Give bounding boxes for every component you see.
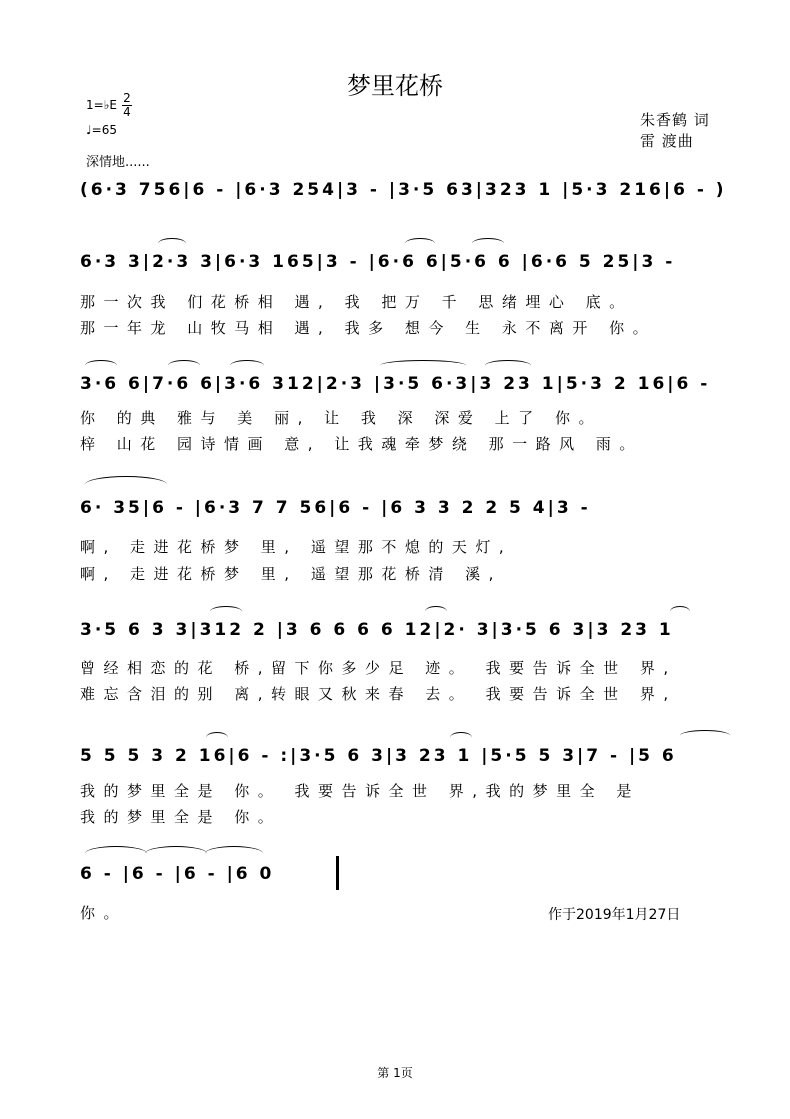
score-line-7 (80, 856, 340, 896)
score-line-5 (80, 612, 744, 652)
slur (230, 360, 264, 371)
key-signature: 1=♭E (86, 98, 117, 112)
notes: 3·6 6|7·6 6|3·6 312|2·3 |3·5 6·3|3 23 1|5·3 2 16|6 - (80, 374, 711, 394)
tempo-marking: ♩=65 (86, 123, 117, 137)
lyric-verse-1: 我的梦里全是 你。 我要告诉全世 界,我的梦里全 是 (80, 782, 640, 800)
slur (680, 730, 730, 741)
score-line-6 (80, 738, 744, 778)
notes: 6 - |6 - |6 - |6 0 (80, 864, 275, 884)
score-line-1 (80, 172, 744, 212)
slur (210, 606, 242, 617)
lyric-verse-2: 啊, 走进花桥梦 里, 遥望那花桥清 溪, (80, 565, 502, 583)
slur (450, 732, 472, 743)
lyric-verse-2: 我的梦里全是 你。 (80, 808, 282, 826)
lyric-verse-1: 你。 (80, 904, 128, 922)
slur (145, 846, 207, 861)
slur (206, 732, 228, 743)
lyric-verse-2: 难忘含泪的别 离,转眼又秋来春 去。 我要告诉全世 界, (80, 685, 677, 703)
notes: 5 5 5 3 2 16|6 - :|3·5 6 3|3 23 1 |5·5 5 3|7 - |5 6 (80, 746, 677, 766)
lyricist: 朱香鹤 词 (640, 111, 710, 129)
composer: 雷 渡曲 (640, 132, 694, 150)
slur (485, 360, 531, 371)
lyric-verse-2: 那一年龙 山牧马相 遇, 我多 想今 生 永不离开 你。 (80, 319, 657, 337)
slur (425, 606, 447, 617)
slur (380, 360, 466, 371)
song-title: 梦里花桥 (347, 72, 443, 100)
slur (85, 846, 147, 861)
slur (405, 238, 435, 249)
slur (158, 238, 186, 249)
lyric-verse-1: 那一次我 们花桥相 遇, 我 把万 千 思绪埋心 底。 (80, 293, 633, 311)
page-number: 第 1页 (377, 1066, 413, 1080)
notes: 6· 35|6 - |6·3 7 7 56|6 - |6 3 3 2 2 5 4|3 - (80, 498, 591, 518)
notes: 3·5 6 3 3|312 2 |3 6 6 6 6 12|2· 3|3·5 6 3|3 23 1 (80, 620, 674, 640)
time-denominator: 4 (123, 105, 131, 119)
lyric-verse-2: 梓 山花 园诗情画 意, 让我魂牵梦绕 那一路风 雨。 (80, 435, 643, 453)
slur (85, 360, 117, 371)
notes: (6·3 756|6 - |6·3 254|3 - |3·5 63|323 1 |5·3 216|6 - ) (80, 180, 727, 200)
notes: 6·3 3|2·3 3|6·3 165|3 - |6·6 6|5·6 6 |6·6 5 25|3 - (80, 252, 676, 272)
time-numerator: 2 (123, 91, 131, 105)
score-line-4 (80, 490, 744, 530)
lyric-verse-1: 啊, 走进花桥梦 里, 遥望那不熄的天灯, (80, 538, 513, 556)
lyric-verse-1: 曾经相恋的花 桥,留下你多少足 迹。 我要告诉全世 界, (80, 659, 677, 677)
composition-date: 作于2019年1月27日 (548, 907, 681, 923)
score-line-3 (80, 366, 744, 406)
slur (472, 238, 504, 249)
slur (85, 476, 167, 493)
slur (670, 606, 690, 617)
expression-marking: 深情地...... (86, 155, 150, 170)
slur (205, 846, 263, 861)
final-barline (336, 856, 339, 890)
score-line-2 (80, 244, 744, 284)
lyric-verse-1: 你 的典 雅与 美 丽, 让 我 深 深爱 上了 你。 (80, 409, 602, 427)
slur (168, 360, 200, 371)
time-signature (122, 92, 132, 119)
